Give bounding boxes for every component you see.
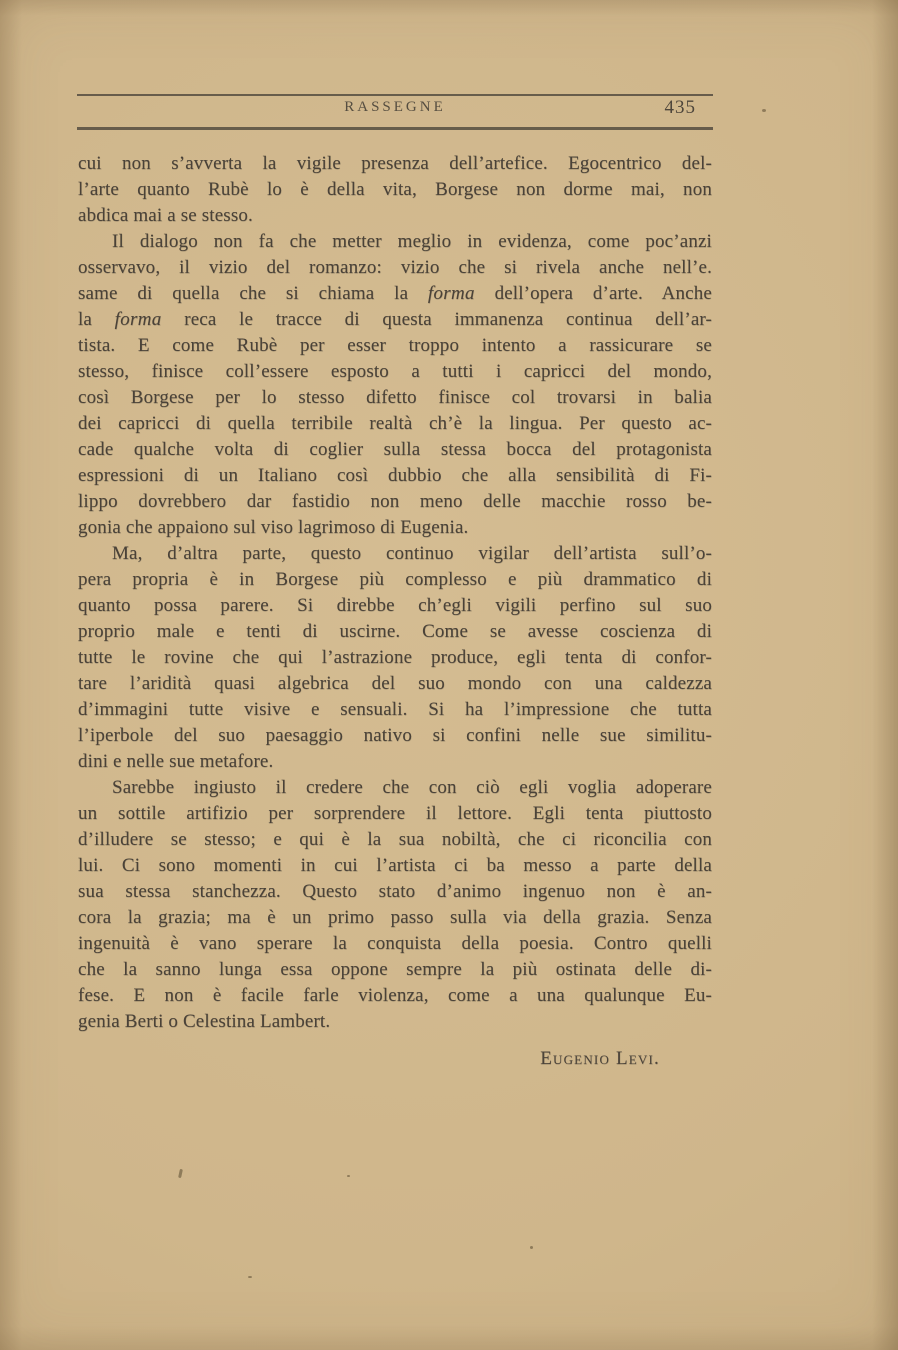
text-line: l’iperbole del suo paesaggio nativo si confini nelle sue similitu- xyxy=(78,725,712,746)
header-bottom-rule xyxy=(77,127,713,130)
text-line: abdica mai a se stesso. xyxy=(78,205,253,226)
text-line: tare l’aridità quasi algebrica del suo mondo con una caldezza xyxy=(78,673,712,694)
text-line: Ma, d’altra parte, questo continuo vigilar dell’artista sull’o- xyxy=(112,543,712,564)
header-row xyxy=(77,99,713,123)
text-line: Il dialogo non fa che metter meglio in evidenza, come poc’anzi xyxy=(112,231,712,252)
text-line: cui non s’avverta la vigile presenza dell’artefice. Egocentrico del- xyxy=(78,153,712,174)
text-line: lippo dovrebbero dar fastidio non meno delle macchie rosso be- xyxy=(78,491,712,512)
text-line: gonia che appaiono sul viso lagrimoso di Eugenia. xyxy=(78,517,469,538)
text-line: Sarebbe ingiusto il credere che con ciò egli voglia adoperare xyxy=(112,777,712,798)
text-line: sua stessa stanchezza. Questo stato d’animo ingenuo non è an- xyxy=(78,881,712,902)
text-line: proprio male e tenti di uscirne. Come se avesse coscienza di xyxy=(78,621,712,642)
text-line: genia Berti o Celestina Lambert. xyxy=(78,1011,331,1032)
page-header xyxy=(77,94,713,132)
text-line: osservavo, il vizio del romanzo: vizio che si rivela anche nell’e. xyxy=(78,257,712,278)
text-line: same di quella che si chiama la forma dell’opera d’arte. Anche xyxy=(78,283,712,304)
text-line: che la sanno lunga essa oppone sempre la più ostinata delle di- xyxy=(78,959,712,980)
ink-speck xyxy=(248,1276,252,1278)
ink-speck xyxy=(762,109,766,112)
body-text xyxy=(78,151,712,1035)
text-line: d’illudere se stesso; e qui è la sua nobiltà, che ci riconcilia con xyxy=(78,829,712,850)
ink-speck xyxy=(347,1175,350,1177)
running-title: RASSEGNE xyxy=(344,99,446,115)
text-line: cora la grazia; ma è un primo passo sulla via della grazia. Senza xyxy=(78,907,712,928)
text-line: ingenuità è vano sperare la conquista della poesia. Contro quelli xyxy=(78,933,712,954)
text-line: fese. E non è facile farle violenza, come a una qualunque Eu- xyxy=(78,985,712,1006)
ink-speck xyxy=(530,1246,533,1249)
ink-speck xyxy=(178,1169,183,1178)
text-line: così Borgese per lo stesso difetto finisce col trovarsi in balia xyxy=(78,387,712,408)
text-line: espressioni di un Italiano così dubbio che alla sensibilità di Fi- xyxy=(78,465,712,486)
text-line: lui. Ci sono momenti in cui l’artista ci ba messo a parte della xyxy=(78,855,712,876)
text-line: pera propria è in Borgese più complesso e più drammatico di xyxy=(78,569,712,590)
text-line: tista. E come Rubè per esser troppo intento a rassicurare se xyxy=(78,335,712,356)
text-line: cade qualche volta di coglier sulla stessa bocca del protagonista xyxy=(78,439,712,460)
text-line: l’arte quanto Rubè lo è della vita, Borgese non dorme mai, non xyxy=(78,179,712,200)
author-signature: Eugenio Levi. xyxy=(540,1048,660,1069)
text-line: un sottile artifizio per sorprendere il lettore. Egli tenta piuttosto xyxy=(78,803,712,824)
text-line: la forma reca le tracce di questa immanenza continua dell’ar- xyxy=(78,309,712,330)
text-line: dini e nelle sue metafore. xyxy=(78,751,274,772)
text-line: stesso, finisce coll’essere esposto a tutti i capricci del mondo, xyxy=(78,361,712,382)
header-top-rule xyxy=(77,94,713,96)
text-line: tutte le rovine che qui l’astrazione produce, egli tenta di confor- xyxy=(78,647,712,668)
page-number: 435 xyxy=(664,97,696,118)
text-line: dei capricci di quella terribile realtà ch’è la lingua. Per questo ac- xyxy=(78,413,712,434)
text-line: d’immagini tutte visive e sensuali. Si ha l’impressione che tutta xyxy=(78,699,712,720)
text-line: quanto possa parere. Si direbbe ch’egli vigili perfino sul suo xyxy=(78,595,712,616)
